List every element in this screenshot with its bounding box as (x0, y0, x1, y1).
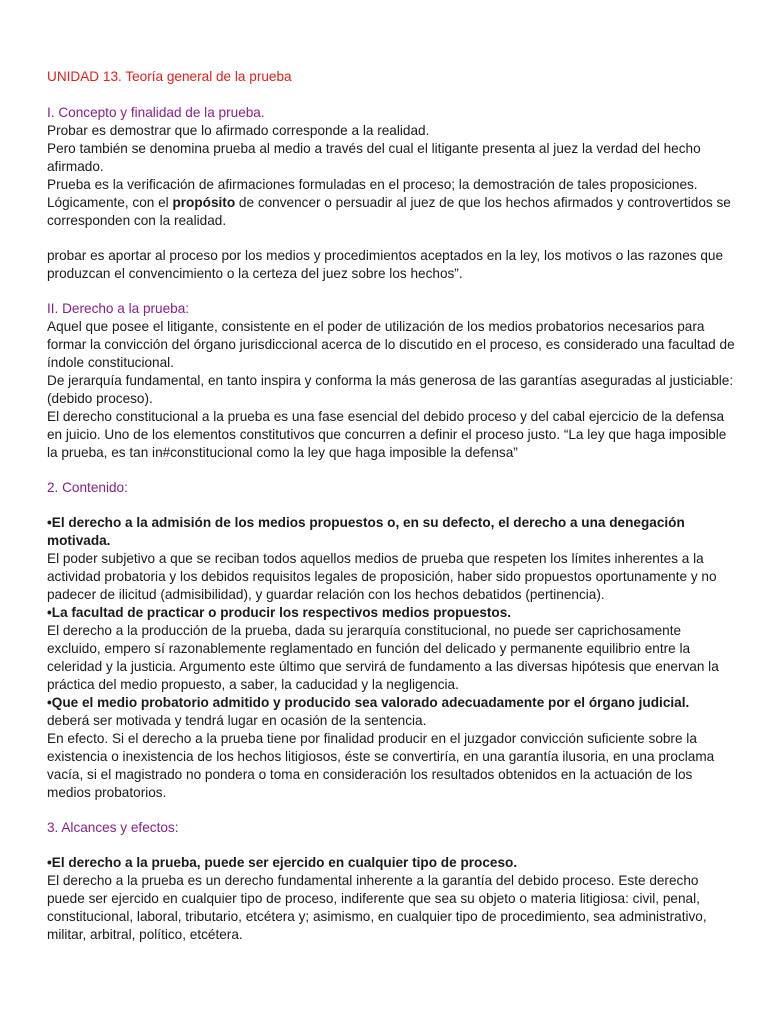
bold-bullet-text: •El derecho a la admisión de los medios propuestos o, en su defecto, el derecho a una denegación motivada. (47, 515, 685, 548)
document-page (47, 68, 737, 944)
bold-text-run: propósito (172, 195, 236, 210)
bold-bullet (47, 514, 737, 550)
paragraph: El poder subjetivo a que se reciban todos aquellos medios de prueba que respeten los límites inherentes a la actividad probatoria y los debidos requisitos legales de proposición, haber sido propuestos oportunamente y no padecer de ilicitud (admisibilidad), y guardar relación con los hechos debatidos (pertinencia). (47, 551, 717, 602)
paragraph: deberá ser motivada y tendrá lugar en ocasión de la sentencia. (47, 713, 427, 728)
paragraph: De jerarquía fundamental, en tanto inspira y conforma la más generosa de las garantías aseguradas al justiciable: (debido proceso). (47, 373, 734, 406)
paragraph: Probar es demostrar que lo afirmado corresponde a la realidad. (47, 123, 430, 138)
bold-bullet (47, 694, 737, 712)
paragraph: Pero también se denomina prueba al medio a través del cual el litigante presenta al juez la verdad del hecho afirmado. (47, 141, 701, 174)
paragraph: El derecho a la producción de la prueba, dada su jerarquía constitucional, no puede ser caprichosamente excluido, empero sí razonablemente reglamentado en función del delicado y permanente equilibrio entre la celeridad y la justicia. Argumento este último que servirá de fundamento a las diversas hipótesis que enervan la práctica del medio propuesto, a saber, la caducidad y la negligencia. (47, 623, 719, 692)
section-heading-contenido: 2. Contenido: (47, 480, 128, 495)
paragraph (47, 194, 737, 230)
bold-bullet-text: •Que el medio probatorio admitido y producido sea valorado adecuadamente por el órgano judicial. (47, 695, 690, 710)
text-run: Lógicamente, con el (47, 195, 173, 210)
document-title: UNIDAD 13. Teoría general de la prueba (47, 69, 292, 84)
paragraph: probar es aportar al proceso por los medios y procedimientos aceptados en la ley, los motivos o las razones que produzcan el convencimiento o la certeza del juez sobre los hechos”. (47, 248, 724, 281)
section-heading-derecho: II. Derecho a la prueba: (47, 301, 190, 316)
section-heading-concepto: I. Concepto y finalidad de la prueba. (47, 105, 265, 120)
text-run: de convencer o persuadir al juez de que los hechos afirmados y controvertidos se corresponden con la realidad. (47, 195, 731, 228)
paragraph: Aquel que posee el litigante, consistente en el poder de utilización de los medios probatorios necesarios para formar la convicción del órgano jurisdiccional acerca de lo discutido en el proceso, es considerado una facultad de índole constitucional. (47, 319, 735, 370)
paragraph: En efecto. Si el derecho a la prueba tiene por finalidad producir en el juzgador convicción suficiente sobre la existencia o inexistencia de los hechos litigiosos, éste se convertiría, en una garantía ilusoria, en una proclama vacía, si el magistrado no pondera o toma en consideración los resultados obtenidos en la actuación de los medios probatorios. (47, 731, 715, 800)
paragraph: El derecho constitucional a la prueba es una fase esencial del debido proceso y del cabal ejercicio de la defensa en juicio. Uno de los elementos constitutivos que concurren a definir el proceso justo. “La ley que haga imposible la prueba, es tan in#constitucional como la ley que haga imposible la defensa” (47, 409, 727, 460)
paragraph: Prueba es la verificación de afirmaciones formuladas en el proceso; la demostración de tales proposiciones. (47, 177, 698, 192)
bold-bullet (47, 854, 737, 872)
section-heading-alcances: 3. Alcances y efectos: (47, 820, 179, 835)
bold-bullet-text: •La facultad de practicar o producir los respectivos medios propuestos. (47, 605, 512, 620)
bold-bullet-text: •El derecho a la prueba, puede ser ejercido en cualquier tipo de proceso. (47, 855, 518, 870)
bold-bullet (47, 604, 737, 622)
paragraph: El derecho a la prueba es un derecho fundamental inherente a la garantía del debido proceso. Este derecho puede ser ejercido en cualquier tipo de proceso, indiferente que sea su objeto o materia litigiosa: civil, penal, constitucional, laboral, tributario, etcétera y; asimismo, en cualquier tipo de procedimiento, sea administrativo, militar, arbitral, político, etcétera. (47, 873, 707, 942)
